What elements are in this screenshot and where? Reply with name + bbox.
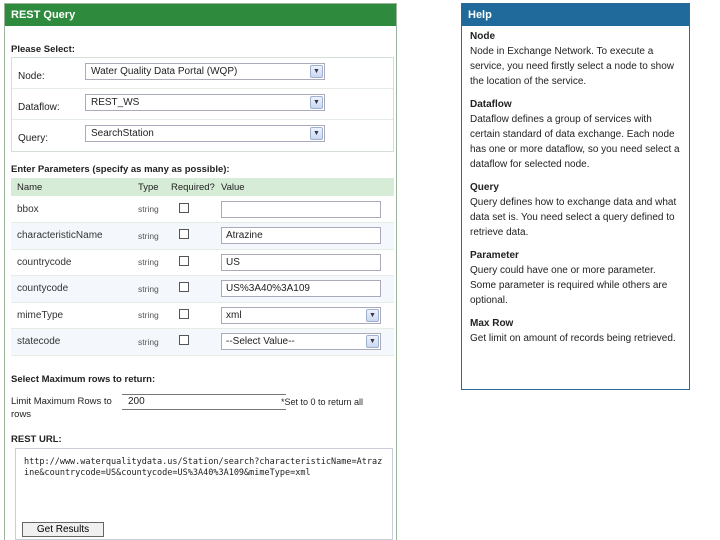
help-title: Dataflow bbox=[470, 99, 512, 110]
table-row bbox=[11, 249, 394, 276]
query-select[interactable] bbox=[85, 125, 325, 142]
help-item-max-row bbox=[470, 316, 684, 346]
selection-box bbox=[11, 57, 394, 152]
limit-label: Limit Maximum Rows to bbox=[11, 396, 112, 407]
param-type: string bbox=[136, 196, 169, 223]
help-title: Query bbox=[470, 182, 499, 193]
param-name: countrycode bbox=[11, 249, 136, 276]
rest-url-box bbox=[15, 448, 393, 540]
param-value-input[interactable] bbox=[221, 201, 381, 218]
table-row bbox=[11, 302, 394, 329]
help-panel bbox=[461, 3, 690, 390]
help-title: Parameter bbox=[470, 250, 519, 261]
node-row bbox=[12, 58, 393, 89]
node-label: Node: bbox=[18, 71, 45, 82]
help-item-node bbox=[470, 29, 684, 89]
table-header-row bbox=[11, 178, 394, 196]
limit-label-rows: rows bbox=[11, 409, 32, 420]
param-name: characteristicName bbox=[11, 223, 136, 250]
get-results-button[interactable]: Get Results bbox=[22, 522, 104, 537]
param-type: string bbox=[136, 223, 169, 250]
statecode-select[interactable] bbox=[221, 333, 381, 350]
help-item-dataflow bbox=[470, 97, 684, 172]
param-name: countycode bbox=[11, 276, 136, 303]
param-type: string bbox=[136, 302, 169, 329]
required-checkbox[interactable] bbox=[179, 335, 189, 345]
param-type: string bbox=[136, 276, 169, 303]
dataflow-row bbox=[12, 89, 393, 120]
column-header-name: Name bbox=[11, 178, 136, 196]
help-title: Node bbox=[470, 31, 495, 42]
help-item-query bbox=[470, 180, 684, 240]
param-name: statecode bbox=[11, 329, 136, 356]
help-text: Query could have one or more parameter. Some parameter is required while others are optional. bbox=[470, 265, 668, 306]
query-select-value: SearchStation bbox=[91, 128, 154, 139]
help-text: Node in Exchange Network. To execute a service, you need firstly select a node to show the location of the service. bbox=[470, 46, 674, 87]
query-label: Query: bbox=[18, 133, 49, 144]
rest-query-panel bbox=[4, 3, 397, 540]
max-rows-label: Select Maximum rows to return: bbox=[11, 374, 156, 385]
statecode-select-value: --Select Value-- bbox=[226, 336, 295, 348]
column-header-type: Type bbox=[136, 178, 169, 196]
node-select[interactable] bbox=[85, 63, 325, 80]
param-value-input[interactable]: US bbox=[221, 254, 381, 271]
param-type: string bbox=[136, 329, 169, 356]
chevron-down-icon[interactable]: ▼ bbox=[310, 65, 323, 78]
parameters-table bbox=[11, 178, 394, 356]
dataflow-select-value: REST_WS bbox=[91, 97, 140, 108]
param-value-input[interactable]: US%3A40%3A109 bbox=[221, 280, 381, 297]
dataflow-select[interactable] bbox=[85, 94, 325, 111]
max-rows-input[interactable]: 200 bbox=[122, 394, 286, 410]
mimetype-select-value: xml bbox=[226, 309, 242, 321]
help-item-parameter bbox=[470, 248, 684, 308]
help-text: Get limit on amount of records being retrieved. bbox=[470, 333, 676, 344]
table-row bbox=[11, 196, 394, 223]
param-name: mimeType bbox=[11, 302, 136, 329]
rest-url-label: REST URL: bbox=[11, 434, 62, 445]
chevron-down-icon[interactable]: ▼ bbox=[366, 309, 379, 322]
node-select-value: Water Quality Data Portal (WQP) bbox=[91, 66, 238, 77]
table-row bbox=[11, 223, 394, 250]
column-header-required: Required? bbox=[169, 178, 219, 196]
rest-query-header: REST Query bbox=[5, 4, 396, 26]
param-name: bbox bbox=[11, 196, 136, 223]
help-text: Dataflow defines a group of services with certain standard of data exchange. Each node has one or more dataflow, so you need select a dataflow for selected node. bbox=[470, 114, 680, 170]
query-row bbox=[12, 120, 393, 151]
chevron-down-icon[interactable]: ▼ bbox=[310, 96, 323, 109]
chevron-down-icon[interactable]: ▼ bbox=[366, 335, 379, 348]
table-row bbox=[11, 329, 394, 356]
mimetype-select[interactable] bbox=[221, 307, 381, 324]
help-header: Help bbox=[462, 4, 689, 26]
table-row bbox=[11, 276, 394, 303]
required-checkbox[interactable] bbox=[179, 229, 189, 239]
please-select-label: Please Select: bbox=[11, 44, 75, 55]
required-checkbox[interactable] bbox=[179, 203, 189, 213]
param-type: string bbox=[136, 249, 169, 276]
help-text: Query defines how to exchange data and what data set is. You need select a query defined to retrieve data. bbox=[470, 197, 677, 238]
help-title: Max Row bbox=[470, 318, 514, 329]
column-header-value: Value bbox=[219, 178, 394, 196]
param-value-input[interactable]: Atrazine bbox=[221, 227, 381, 244]
required-checkbox[interactable] bbox=[179, 256, 189, 266]
limit-note: *Set to 0 to return all bbox=[281, 397, 364, 407]
required-checkbox[interactable] bbox=[179, 309, 189, 319]
enter-parameters-label: Enter Parameters (specify as many as possible): bbox=[11, 164, 230, 175]
chevron-down-icon[interactable]: ▼ bbox=[310, 127, 323, 140]
dataflow-label: Dataflow: bbox=[18, 102, 60, 113]
rest-url-text[interactable]: http://www.waterqualitydata.us/Station/search?characteristicName=Atrazine&countrycode=US&countycode=US%3A40%3A109&mimeType=xml bbox=[24, 457, 383, 478]
required-checkbox[interactable] bbox=[179, 282, 189, 292]
